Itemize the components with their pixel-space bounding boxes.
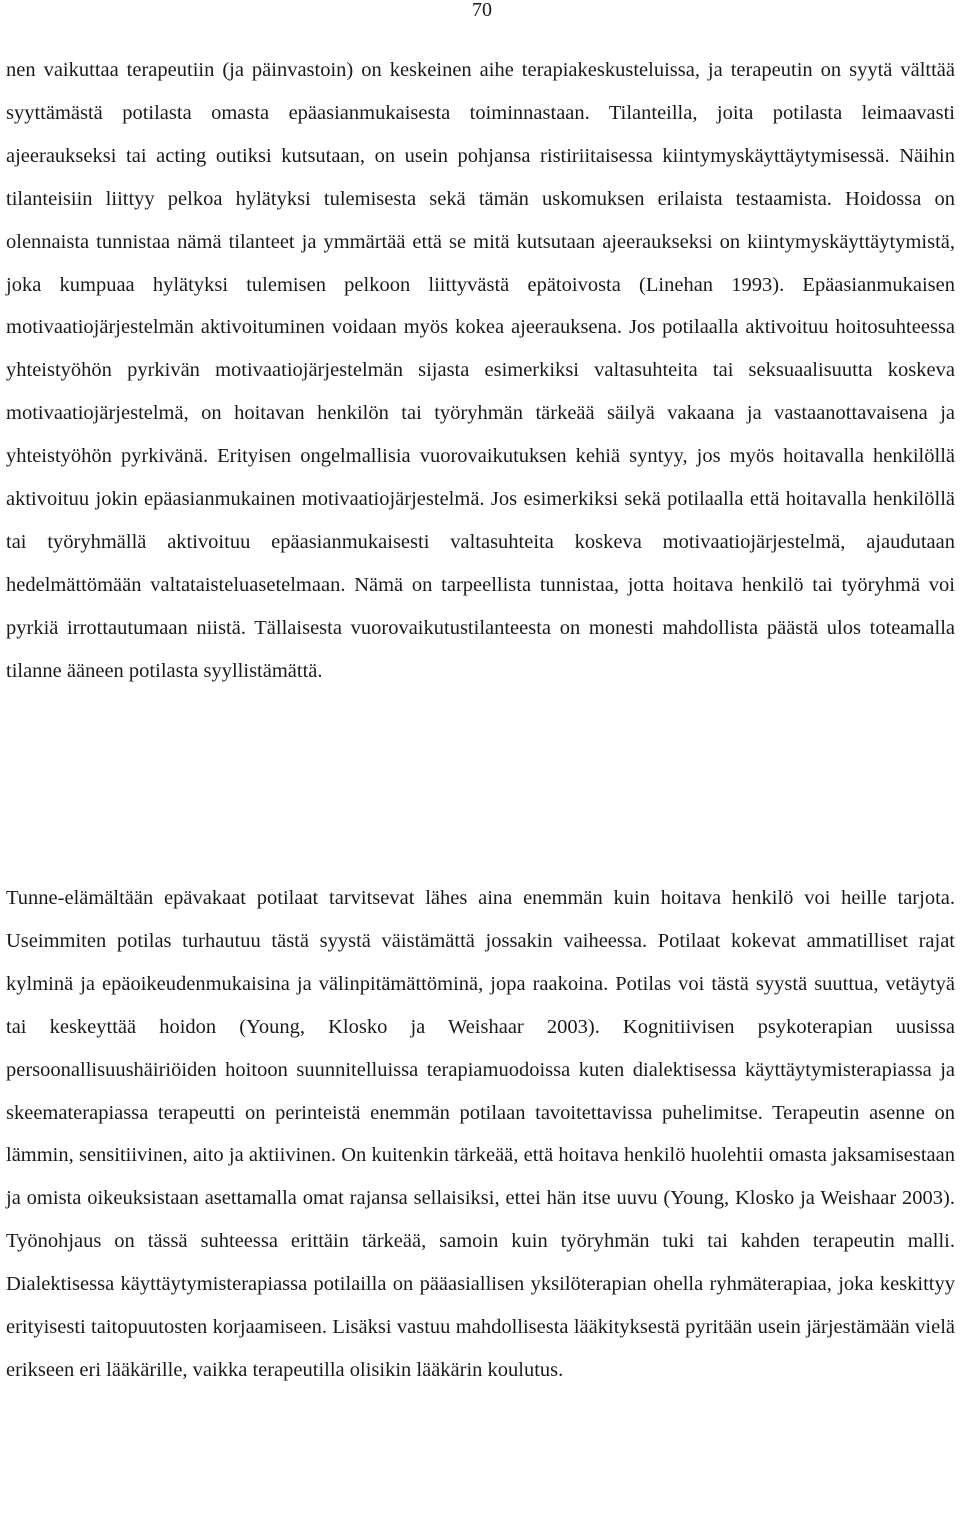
body-paragraph-2: Tunne-elämältään epävakaat potilaat tarvitsevat lähes aina enemmän kuin hoitava henkilö voi heille tarjota. Useimmiten potilas turhautuu tästä syystä väistämättä jossakin vaiheessa. Potilaat kokevat ammatilliset rajat kylminä ja epäoikeudenmukaisina ja välinpitämättöminä, jopa raakoina. Potilas voi tästä syystä suuttua, vetäytyä tai keskeyttää hoidon (Young, Klosko ja Weishaar 2003). Kognitiivisen psykoterapian uusissa persoonallisuushäiriöiden hoitoon suunnitelluissa terapiamuodoissa kuten dialektisessa käyttäytymisterapiassa ja skeematerapiassa terapeutti on perinteistä enemmän potilaan tavoitettavissa puhelimitse. Terapeutin asenne on lämmin, sensitiivinen, aito ja aktiivinen. On kuitenkin tärkeää, että hoitava henkilö huolehtii omasta jaksamisestaan ja omista oikeuksistaan asettamalla omat rajansa sellaisiksi, ettei hän itse uuvu (Young, Klosko ja Weishaar 2003). Työnohjaus on tässä suhteessa erittäin tärkeää, samoin kuin työryhmän tuki tai kahden terapeutin malli. Dialektisessa käyttäytymisterapiassa potilailla on pääasiallisen yksilöterapian ohella ryhmäterapiaa, joka keskittyy erityisesti taitopuutosten korjaamiseen. Lisäksi vastuu mahdollisesta lääkityksestä pyritään usein järjestämään vielä erikseen eri lääkärille, vaikka terapeutilla olisikin lääkärin koulutus. bbox=[6, 887, 955, 1381]
page-number: 70 bbox=[472, 0, 492, 21]
body-paragraph-1: nen vaikuttaa terapeutiin (ja päinvastoin) on keskeinen aihe terapiakeskusteluissa, ja terapeutin on syytä välttää syyttämästä potilasta omasta epäasianmukaisesta toiminnastaan. Tilanteilla, joita potilasta leimaavasti ajeeraukseksi tai acting outiksi kutsutaan, on usein pohjansa ristiriitaisessa kiintymyskäyttäytymisessä. Näihin tilanteisiin liittyy pelkoa hylätyksi tulemisesta sekä tämän uskomuksen erilaista testaamista. Hoidossa on olennaista tunnistaa nämä tilanteet ja ymmärtää että se mitä kutsutaan ajeeraukseksi on kiintymyskäyttäytymistä, joka kumpuaa hylätyksi tulemisen pelkoon liittyvästä epätoivosta (Linehan 1993). Epäasianmukaisen motivaatiojärjestelmän aktivoituminen voidaan myös kokea ajeerauksena. Jos potilaalla aktivoituu hoitosuhteessa yhteistyöhön pyrkivän motivaatiojärjestelmän sijasta esimerkiksi valtasuhteita tai seksuaalisuutta koskeva motivaatiojärjestelmä, on hoitavan henkilön tai työryhmän tärkeää säilyä vakaana ja vastaanottavaisena ja yhteistyöhön pyrkivänä. Erityisen ongelmallisia vuorovaikutuksen kehiä syntyy, jos myös hoitavalla henkilöllä aktivoituu jokin epäasianmukainen motivaatiojärjestelmä. Jos esimerkiksi sekä potilaalla että hoitavalla henkilöllä tai työryhmällä aktivoituu epäasianmukaisesti valtasuhteita koskeva motivaatiojärjestelmä, ajaudutaan hedelmättömään valtataisteluasetelmaan. Nämä on tarpeellista tunnistaa, jotta hoitava henkilö tai työryhmä voi pyrkiä irrottautumaan niistä. Tällaisesta vuorovaikutustilanteesta on monesti mahdollista päästä ulos toteamalla tilanne ääneen potilasta syyllistämättä. bbox=[6, 59, 955, 682]
